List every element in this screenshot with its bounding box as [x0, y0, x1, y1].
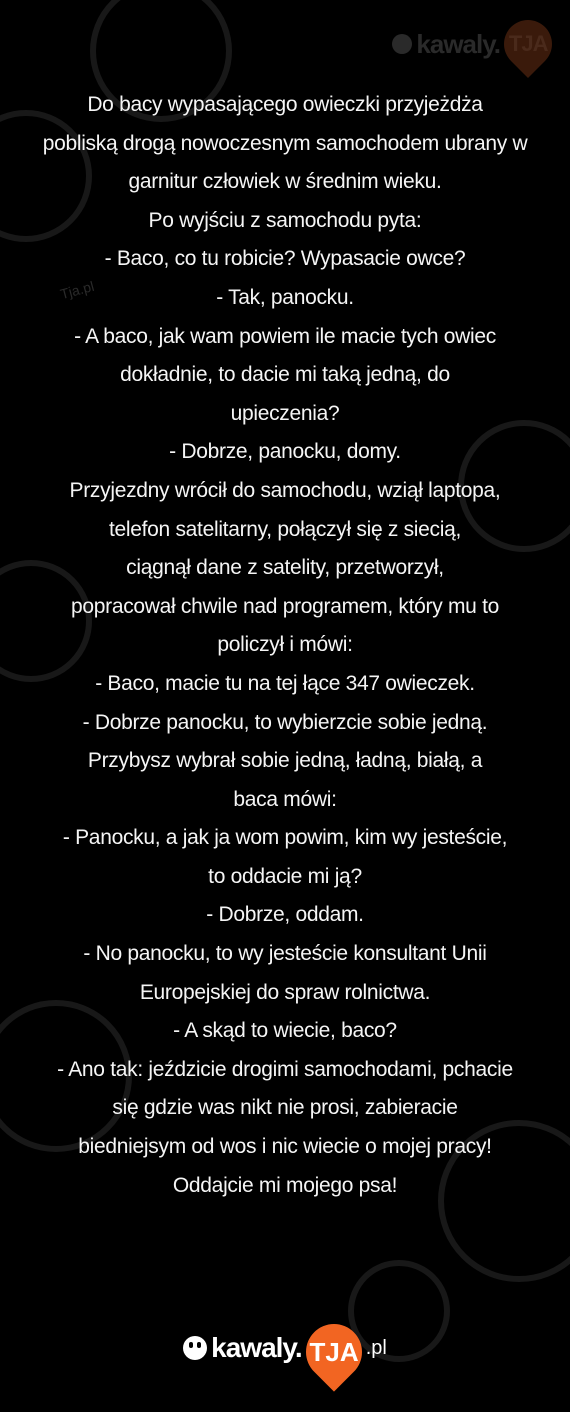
joke-line: Po wyjściu z samochodu pyta: [148, 208, 422, 232]
footer-brand: kawaly. [211, 1332, 302, 1363]
joke-line: - Baco, macie tu na tej łące 347 owieczek. [95, 671, 475, 695]
joke-line: Europejskiej do spraw rolnictwa. [139, 980, 431, 1004]
pin-icon [294, 1312, 373, 1391]
footer-tld: .pl [365, 1336, 387, 1359]
watermark-pin-label: TJA [508, 31, 548, 56]
joke-line: upieczenia? [230, 401, 340, 425]
footer-logo[interactable] [0, 1316, 570, 1380]
joke-line: - A baco, jak wam powiem ile macie tych owiec [74, 324, 496, 348]
joke-line: - Ano tak: jeździcie drogimi samochodami, pchacie [57, 1057, 513, 1081]
joke-line: - A skąd to wiecie, baco? [173, 1019, 397, 1043]
joke-line: ciągnął dane z satelity, przetworzył, [126, 556, 444, 580]
joke-line: dokładnie, to dacie mi taką jedną, do [120, 363, 450, 387]
joke-line: - Baco, co tu robicie? Wypasacie owce? [104, 247, 466, 271]
smiley-icon [392, 34, 412, 54]
footer-pin-label: TJA [309, 1336, 359, 1367]
joke-line: się gdzie was nikt nie prosi, zabieracie [112, 1096, 458, 1120]
joke-line: popracował chwile nad programem, który mu to [71, 594, 499, 618]
joke-line: pobliską drogą nowoczesnym samochodem ubrany w [42, 131, 528, 155]
joke-line: baca mówi: [233, 787, 337, 811]
joke-line: - Dobrze, oddam. [206, 903, 364, 927]
joke-line: Przyjezdny wrócił do samochodu, wziął laptopa, [69, 478, 501, 502]
smiley-icon [183, 1336, 207, 1360]
joke-line: garnitur człowiek w średnim wieku. [128, 170, 442, 194]
small-watermark: Tja.pl [58, 277, 96, 303]
joke-line: - No panocku, to wy jesteście konsultant Unii [83, 942, 487, 966]
joke-line: - Dobrze, panocku, domy. [169, 440, 401, 464]
joke-line: - Tak, panocku. [216, 285, 354, 309]
joke-line: - Panocku, a jak ja wom powim, kim wy jesteście, [62, 826, 508, 850]
joke-line: Oddajcie mi mojego psa! [172, 1173, 398, 1197]
joke-line: Do bacy wypasającego owieczki przyjeżdża [87, 93, 483, 116]
joke-line: biedniejsym od wos i nic wiecie o mojej pracy! [78, 1135, 492, 1159]
joke-line: policzył i mówi: [217, 633, 353, 657]
joke-line: telefon satelitarny, połączył się z siecią, [108, 517, 462, 541]
joke-text [0, 86, 570, 1205]
pin-icon [494, 10, 562, 78]
joke-line: Przybysz wybrał sobie jedną, ładną, białą, a [87, 749, 483, 773]
watermark-brand: kawaly. [416, 28, 500, 59]
joke-line: to oddacie mi ją? [208, 864, 362, 888]
joke-line: - Dobrze panocku, to wybierzcie sobie jedną. [82, 710, 488, 734]
top-watermark-logo [392, 20, 552, 68]
